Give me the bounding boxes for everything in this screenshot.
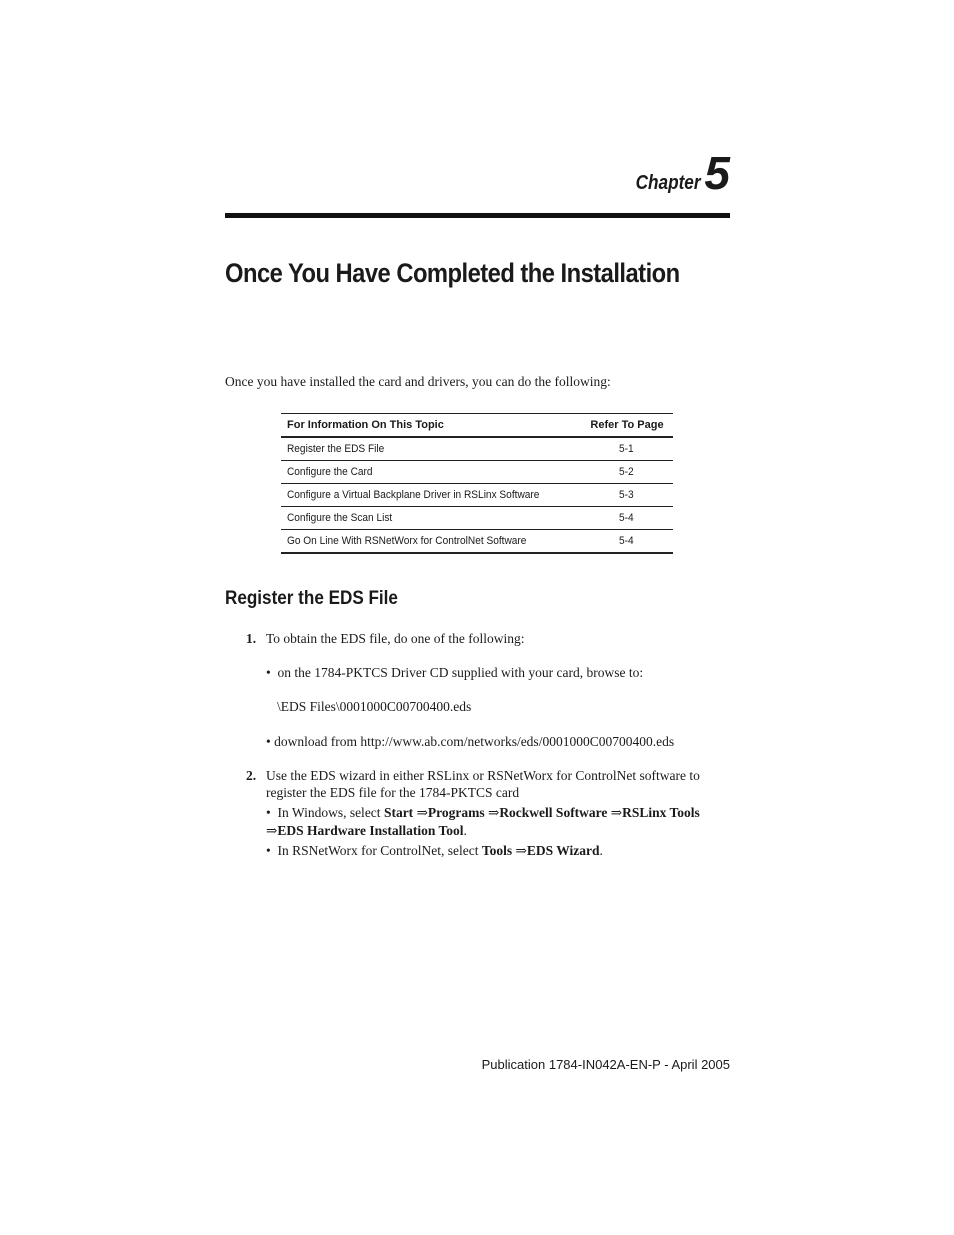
arrow-icon: ⇒	[610, 805, 623, 820]
bullet-item: • download from http://www.ab.com/networks/eds/0001000C00700400.eds	[266, 734, 675, 749]
eds-file-path: \EDS Files\0001000C00700400.eds	[277, 699, 472, 714]
bullet-item-continued: ⇒EDS Hardware Installation Tool.	[266, 823, 467, 838]
table-header-row	[281, 414, 673, 438]
step-1-text: To obtain the EDS file, do one of the following:	[266, 631, 525, 646]
table-header-topic: For Information On This Topic	[281, 414, 581, 438]
table-cell-topic: Register the EDS File	[281, 437, 581, 461]
table-cell-page: 5-4	[581, 507, 673, 530]
table-row	[281, 461, 673, 484]
table-cell-topic: Configure a Virtual Backplane Driver in RSLinx Software	[281, 484, 581, 507]
publication-footer: Publication 1784-IN042A-EN-P - April 2005	[481, 1057, 730, 1072]
table-cell-topic: Configure the Card	[281, 461, 581, 484]
table-cell-topic: Go On Line With RSNetWorx for ControlNet Software	[281, 530, 581, 554]
bullet-icon: •	[266, 843, 271, 858]
bullet-icon: •	[266, 665, 271, 680]
step-2	[246, 768, 256, 784]
step-1	[246, 631, 256, 647]
arrow-icon: ⇒	[488, 805, 500, 820]
table-row	[281, 530, 673, 554]
table-header-page: Refer To Page	[581, 414, 673, 438]
table-cell-page: 5-4	[581, 530, 673, 554]
bullet-item: • In RSNetWorx for ControlNet, select Tools ⇒EDS Wizard.	[266, 843, 603, 858]
arrow-icon: ⇒	[416, 805, 428, 820]
table-row	[281, 437, 673, 461]
bullet-icon: •	[266, 734, 271, 749]
table-cell-page: 5-1	[581, 437, 673, 461]
step-2-line-1: Use the EDS wizard in either RSLinx or RSNetWorx for ControlNet software to	[266, 768, 700, 783]
chapter-heading	[225, 147, 730, 200]
arrow-icon: ⇒	[515, 843, 527, 858]
table-cell-topic: Configure the Scan List	[281, 507, 581, 530]
step-2-line-2: register the EDS file for the 1784-PKTCS card	[266, 785, 520, 800]
table-row	[281, 507, 673, 530]
intro-paragraph: Once you have installed the card and drivers, you can do the following:	[225, 374, 611, 389]
bullet-item: • on the 1784-PKTCS Driver CD supplied with your card, browse to:	[266, 665, 644, 680]
chapter-number: 5	[704, 147, 730, 199]
step-number: 2.	[246, 768, 257, 783]
table-cell-page: 5-2	[581, 461, 673, 484]
table-cell-page: 5-3	[581, 484, 673, 507]
bullet-icon: •	[266, 805, 271, 820]
step-number: 1.	[246, 631, 257, 646]
arrow-icon: ⇒	[266, 823, 278, 838]
bullet-item: • In Windows, select Start ⇒Programs ⇒Rockwell Software ⇒RSLinx Tools	[266, 805, 700, 820]
section-title: Register the EDS File	[225, 588, 398, 609]
chapter-rule	[225, 213, 730, 218]
page-title: Once You Have Completed the Installation	[225, 258, 680, 288]
table-row	[281, 484, 673, 507]
chapter-label: Chapter	[635, 172, 701, 194]
topics-table	[281, 413, 673, 554]
